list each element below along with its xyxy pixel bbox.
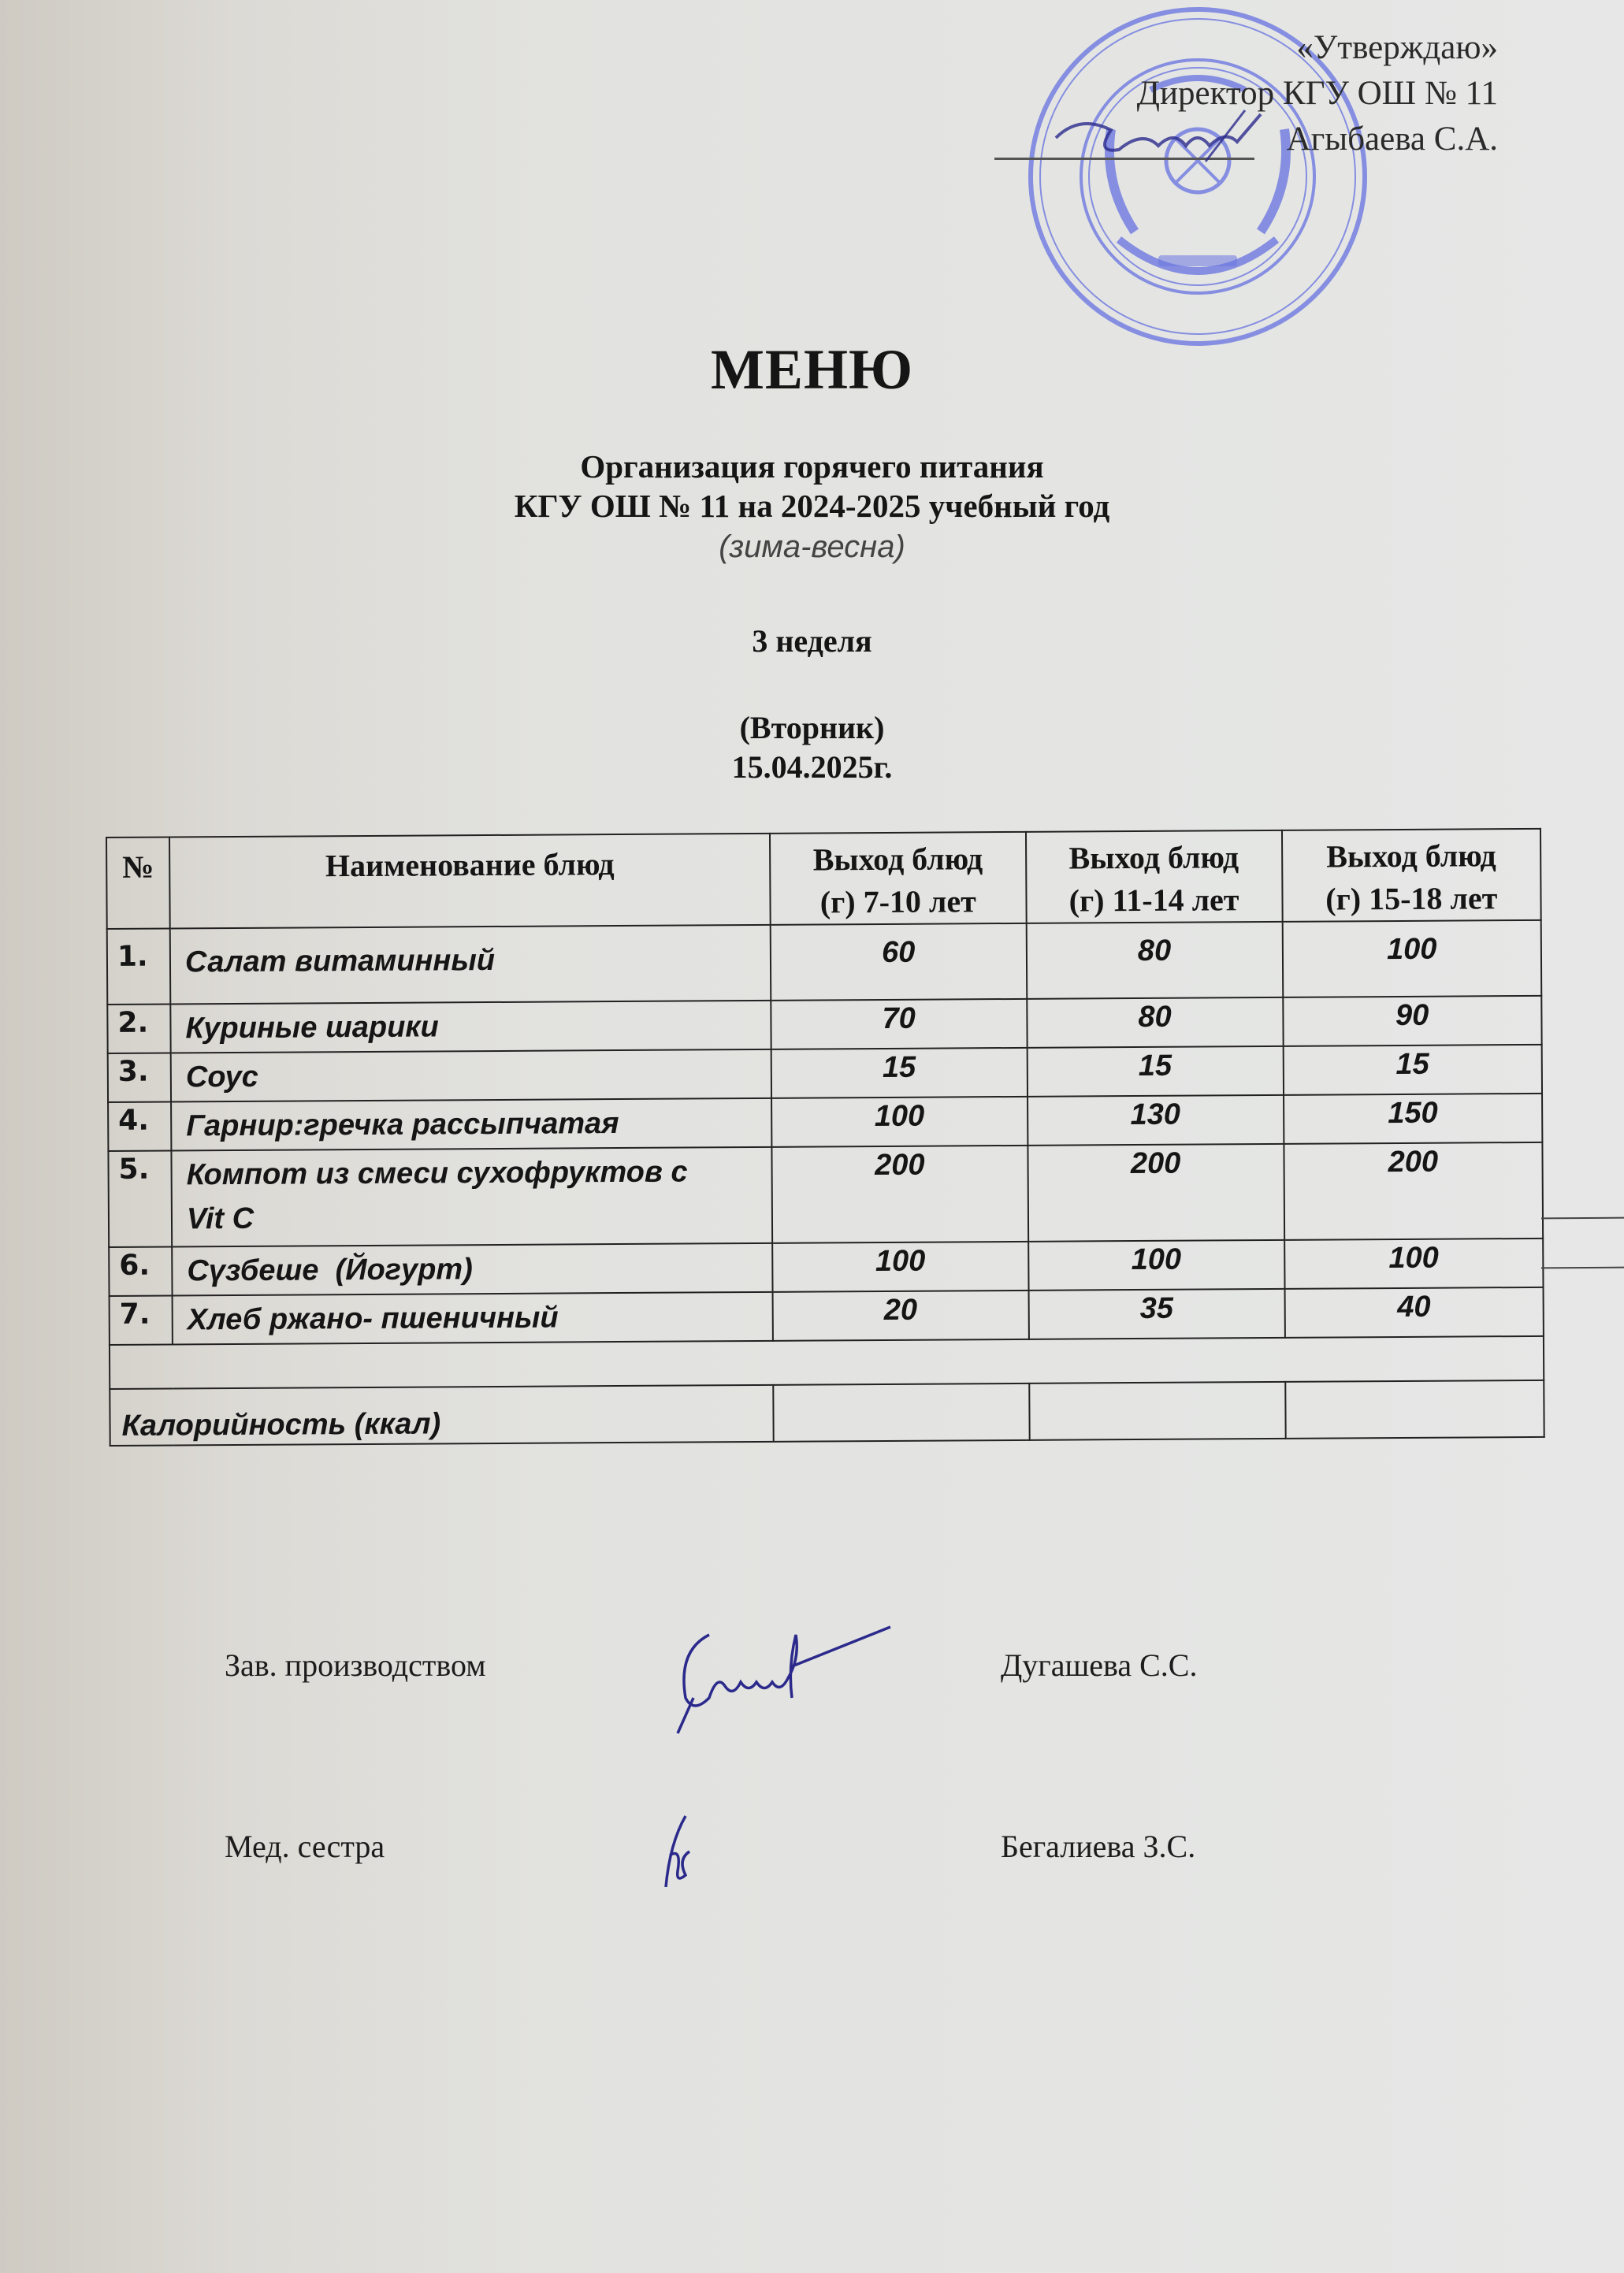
yield-7-10: 100 <box>772 1242 1028 1292</box>
production-role: Зав. производством <box>225 1647 486 1683</box>
nurse-role: Мед. сестра <box>225 1829 385 1864</box>
calorie-15-18 <box>1285 1380 1544 1439</box>
yield-7-10: 200 <box>771 1146 1028 1243</box>
column-header-yield-15-18 <box>1282 829 1541 922</box>
table-row <box>108 1142 1543 1247</box>
week-label: 3 неделя <box>752 623 872 659</box>
page-title: МЕНЮ <box>710 338 914 401</box>
stray-line <box>1541 1217 1624 1220</box>
organization-line-1: Организация горячего питания <box>580 448 1044 485</box>
yield-7-10: 60 <box>771 923 1027 1001</box>
table-row <box>108 1045 1542 1102</box>
table-row <box>108 1094 1542 1151</box>
stray-line <box>1541 1267 1624 1269</box>
row-number: 6. <box>109 1246 172 1295</box>
row-number: 3. <box>108 1053 171 1102</box>
table-row <box>110 1287 1544 1345</box>
organization-line-2: КГУ ОШ № 11 на 2024-2025 учебный год <box>514 488 1110 524</box>
header-line: (г) 15-18 лет <box>1325 880 1498 917</box>
yield-15-18: 200 <box>1284 1142 1543 1240</box>
table-row <box>109 1239 1543 1296</box>
header-line: Выход блюд <box>812 841 983 878</box>
row-number: 2. <box>107 1005 170 1053</box>
yield-15-18: 150 <box>1284 1094 1543 1144</box>
header-line: Выход блюд <box>1068 839 1239 876</box>
yield-11-14: 130 <box>1028 1095 1284 1146</box>
calorie-row <box>110 1380 1544 1446</box>
table-row <box>107 996 1541 1053</box>
calorie-11-14 <box>1029 1382 1285 1440</box>
date-label: 15.04.2025г. <box>731 749 893 785</box>
yield-7-10: 70 <box>771 999 1027 1049</box>
dish-name: Соус <box>171 1049 771 1102</box>
column-header-yield-7-10 <box>770 832 1026 925</box>
yield-15-18: 15 <box>1283 1045 1542 1095</box>
yield-11-14: 80 <box>1026 922 1283 999</box>
dish-name: Салат витаминный <box>170 925 771 1005</box>
yield-11-14: 200 <box>1028 1144 1284 1242</box>
header-line: (г) 7-10 лет <box>819 883 976 920</box>
production-name: Дугашева С.С. <box>1001 1647 1198 1683</box>
header-line: Выход блюд <box>1326 838 1496 875</box>
column-header-number: № <box>106 838 170 929</box>
production-signature <box>662 1619 914 1737</box>
yield-7-10: 15 <box>771 1048 1028 1098</box>
yield-15-18: 40 <box>1284 1287 1544 1338</box>
yield-11-14: 35 <box>1028 1289 1284 1339</box>
nurse-name: Бегалиева З.С. <box>1001 1829 1196 1864</box>
approval-title: «Утверждаю» <box>1296 29 1498 66</box>
director-signature <box>1048 106 1284 169</box>
row-number: 5. <box>108 1150 172 1246</box>
calorie-7-10 <box>773 1383 1029 1442</box>
yield-15-18: 100 <box>1284 1239 1544 1289</box>
table-row <box>107 920 1542 1005</box>
row-number: 7. <box>110 1295 173 1344</box>
yield-15-18: 100 <box>1282 920 1541 997</box>
dish-name: Сүзбеше (Йогурт) <box>172 1243 772 1296</box>
dish-name: Компот из смеси сухофруктов с Vit C <box>171 1147 772 1247</box>
yield-11-14: 100 <box>1028 1240 1284 1291</box>
table-header-row <box>106 829 1541 929</box>
row-number: 1. <box>107 929 171 1005</box>
approval-position: Директор КГУ ОШ № 11 <box>1136 75 1498 112</box>
yield-7-10: 100 <box>771 1097 1028 1147</box>
row-number: 4. <box>108 1101 171 1150</box>
header-line: (г) 11-14 лет <box>1068 882 1239 919</box>
approval-name: Агыбаева С.А. <box>1286 121 1498 158</box>
yield-11-14: 15 <box>1027 1046 1283 1097</box>
yield-7-10: 20 <box>773 1291 1029 1341</box>
dish-name: Хлеб ржано- пшеничный <box>173 1292 773 1345</box>
yield-15-18: 90 <box>1283 996 1542 1046</box>
yield-11-14: 80 <box>1027 997 1283 1048</box>
nurse-signature <box>654 1812 709 1891</box>
weekday-label: (Вторник) <box>739 710 885 745</box>
season-label: (зима-весна) <box>719 529 905 564</box>
calorie-label: Калорийность (ккал) <box>110 1385 773 1446</box>
column-header-dish-name: Наименование блюд <box>169 834 771 929</box>
dish-name: Куриные шарики <box>170 1001 771 1053</box>
menu-table <box>106 828 1545 1447</box>
column-header-yield-11-14 <box>1026 830 1283 923</box>
dish-name: Гарнир:гречка рассыпчатая <box>171 1098 771 1151</box>
